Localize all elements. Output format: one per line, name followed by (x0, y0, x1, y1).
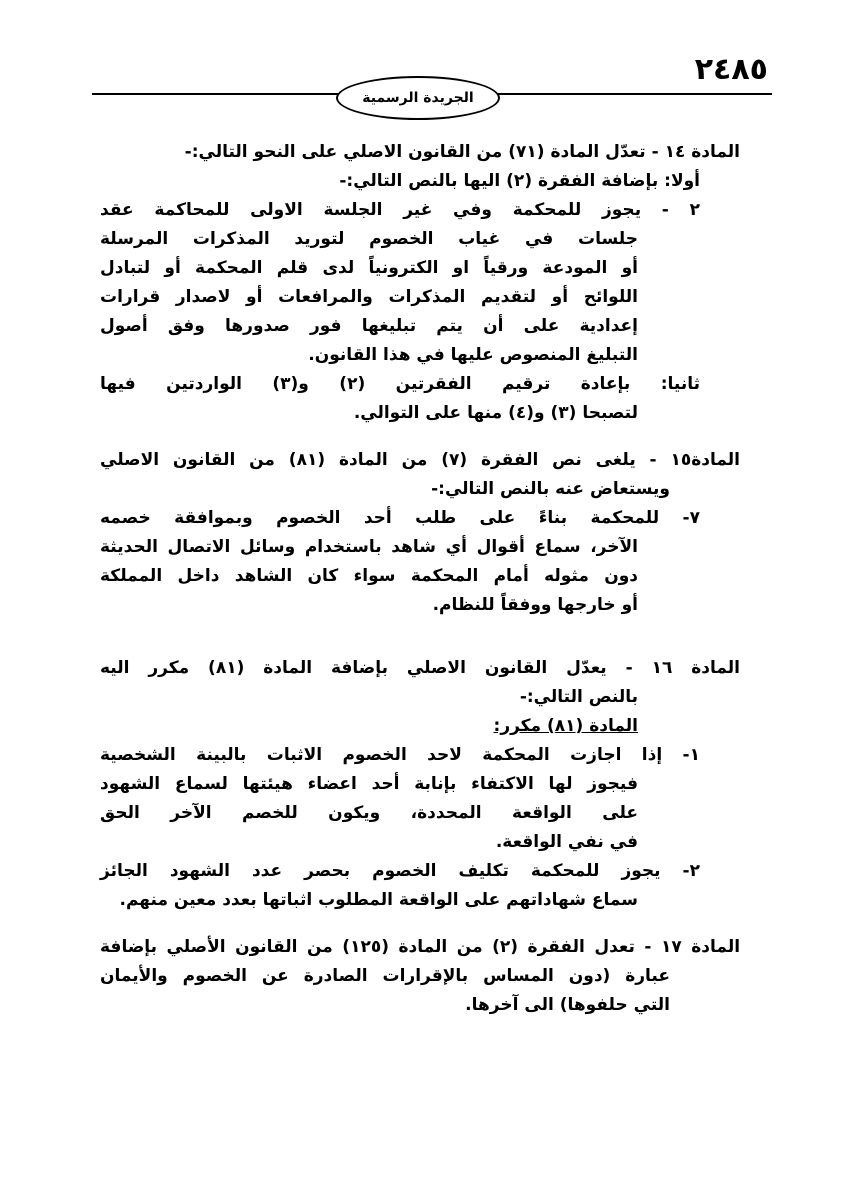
article-14-para-line: التبليغ المنصوص عليها في هذا القانون. (308, 345, 638, 365)
article-14-para-line: إعدادية على أن يتم تبليغها فور صدورها وفق أصول (100, 316, 638, 336)
article-15-para-line: الآخر، سماع أقوال أي شاهد باستخدام وسائل الاتصال الحديثة (100, 537, 638, 557)
article-16 (100, 654, 740, 915)
article-16-subheading: المادة (٨١) مكرر: (493, 716, 638, 736)
article-15-heading: ويستعاض عنه بالنص التالي:- (431, 479, 670, 499)
article-15-para-line: دون مثوله أمام المحكمة سواء كان الشاهد داخل المملكة (100, 566, 638, 586)
article-16-para1-line: في نفي الواقعة. (495, 832, 638, 852)
article-14-para-line: ٢ - يجوز للمحكمة وفي غير الجلسة الاولى للمحاكمة عقد (100, 200, 700, 220)
article-14-para-line: اللوائح أو لتقديم المذكرات والمرافعات أو لاصدار قرارات (100, 287, 638, 307)
article-15-para-line: ٧- للمحكمة بناءً على طلب أحد الخصوم وبموافقة خصمه (100, 508, 700, 528)
article-15-heading: المادة١٥ - يلغى نص الفقرة (٧) من المادة (٨١) من القانون الاصلي (100, 450, 740, 470)
article-16-heading: بالنص التالي:- (519, 687, 638, 707)
article-14-para-line: أو المودعة ورقياً او الكترونياً لدى قلم المحكمة أو لتبادل (100, 258, 638, 278)
article-17-line: التي حلفوها) الى آخرها. (465, 995, 670, 1015)
publication-title: الجريدة الرسمية (362, 90, 474, 106)
article-16-para2-line: ٢- يجوز للمحكمة تكليف الخصوم بحصر عدد الشهود الجائز (100, 861, 700, 881)
article-16-para2-line: سماع شهاداتهم على الواقعة المطلوب اثباتها بعدد معين منهم. (119, 890, 638, 910)
article-15-para-line: أو خارجها ووفقاً للنظام. (432, 595, 638, 615)
article-17 (100, 933, 740, 1020)
article-14 (100, 138, 740, 428)
article-14-para-line: جلسات في غياب الخصوم لتوريد المذكرات المرسلة (100, 229, 638, 249)
article-16-para1-line: فيجوز لها الاكتفاء بإنابة أحد اعضاء هيئتها لسماع الشهود (100, 774, 638, 794)
article-14-second-line: ثانيا: بإعادة ترقيم الفقرتين (٢) و(٣) الواردتين فيها (100, 374, 700, 394)
page-number: ٢٤٨٥ (694, 52, 768, 87)
article-14-heading: المادة ١٤ - تعدّل المادة (٧١) من القانون الاصلي على النحو التالي:- (184, 142, 740, 162)
article-16-para1-line: ١- إذا اجازت المحكمة لاحد الخصوم الاثبات بالبينة الشخصية (100, 745, 700, 765)
publication-badge (336, 76, 500, 120)
article-16-heading: المادة ١٦ - يعدّل القانون الاصلي بإضافة المادة (٨١) مكرر اليه (100, 658, 740, 678)
article-17-line: عبارة (دون المساس بالإقرارات الصادرة عن الخصوم والأيمان (100, 966, 670, 986)
article-15 (100, 446, 740, 620)
document-body (100, 138, 740, 1038)
article-14-first: أولا: بإضافة الفقرة (٢) اليها بالنص التالي:- (339, 171, 700, 191)
article-17-line: المادة ١٧ - تعدل الفقرة (٢) من المادة (١٢٥) من القانون الأصلي بإضافة (100, 937, 741, 957)
article-14-second-line: لتصبحا (٣) و(٤) منها على التوالي. (353, 403, 638, 423)
article-16-para1-line: على الواقعة المحددة، ويكون للخصم الآخر الحق (100, 803, 638, 823)
